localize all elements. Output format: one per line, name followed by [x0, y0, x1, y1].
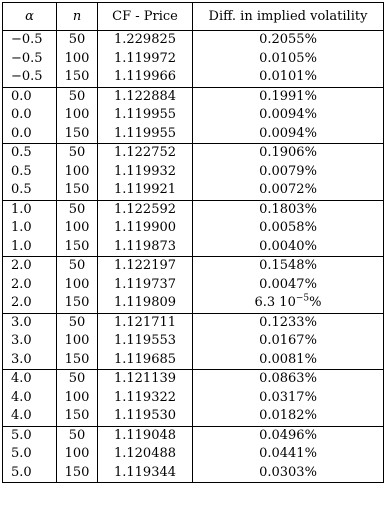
cell-alpha: 4.0 — [3, 407, 57, 426]
cell-n: 150 — [57, 125, 98, 144]
cell-n: 150 — [57, 68, 98, 87]
cell-alpha: 0.5 — [3, 163, 57, 182]
cell-cf-price: 1.122752 — [98, 144, 193, 163]
cell-cf-price: 1.119955 — [98, 106, 193, 125]
cell-alpha: 3.0 — [3, 313, 57, 332]
cell-diff-implied-volatility: 0.0496% — [193, 426, 384, 445]
cell-alpha: −0.5 — [3, 50, 57, 69]
cell-cf-price: 1.119900 — [98, 219, 193, 238]
cell-cf-price: 1.122592 — [98, 200, 193, 219]
cell-n: 100 — [57, 163, 98, 182]
header-alpha: α — [3, 3, 57, 31]
cell-cf-price: 1.119344 — [98, 464, 193, 483]
cell-diff-implied-volatility: 0.0863% — [193, 370, 384, 389]
cell-diff-implied-volatility: 0.0094% — [193, 106, 384, 125]
cell-cf-price: 1.119685 — [98, 351, 193, 370]
cell-alpha: 1.0 — [3, 219, 57, 238]
cell-diff-implied-volatility: 0.0081% — [193, 351, 384, 370]
table-header — [3, 3, 384, 31]
cell-cf-price: 1.229825 — [98, 31, 193, 50]
table-row — [3, 50, 384, 69]
table-row — [3, 219, 384, 238]
cell-diff-implied-volatility: 0.0182% — [193, 407, 384, 426]
cell-cf-price: 1.119966 — [98, 68, 193, 87]
table-row — [3, 68, 384, 87]
cell-alpha: 2.0 — [3, 294, 57, 313]
cell-diff-implied-volatility: 0.0101% — [193, 68, 384, 87]
cell-n: 50 — [57, 426, 98, 445]
cell-alpha: 4.0 — [3, 389, 57, 408]
cell-alpha: 3.0 — [3, 351, 57, 370]
cell-n: 150 — [57, 464, 98, 483]
cell-n: 100 — [57, 332, 98, 351]
cell-n: 50 — [57, 31, 98, 50]
table-row — [3, 181, 384, 200]
table-row — [3, 445, 384, 464]
cell-diff-implied-volatility: 0.1803% — [193, 200, 384, 219]
cell-diff-implied-volatility: 0.0047% — [193, 276, 384, 295]
cell-alpha: 1.0 — [3, 238, 57, 257]
cell-n: 100 — [57, 445, 98, 464]
table-body — [3, 31, 384, 483]
cell-cf-price: 1.119553 — [98, 332, 193, 351]
cell-alpha: 0.0 — [3, 106, 57, 125]
cell-n: 50 — [57, 257, 98, 276]
cell-cf-price: 1.119955 — [98, 125, 193, 144]
table-row — [3, 144, 384, 163]
cell-alpha: 5.0 — [3, 445, 57, 464]
cell-cf-price: 1.119873 — [98, 238, 193, 257]
cell-n: 100 — [57, 276, 98, 295]
cell-cf-price: 1.119972 — [98, 50, 193, 69]
table-row — [3, 106, 384, 125]
cell-n: 50 — [57, 144, 98, 163]
cell-n: 50 — [57, 370, 98, 389]
cell-diff-implied-volatility: 0.1906% — [193, 144, 384, 163]
cell-alpha: 0.0 — [3, 87, 57, 106]
cell-alpha: 5.0 — [3, 426, 57, 445]
table-row — [3, 125, 384, 144]
cell-cf-price: 1.122197 — [98, 257, 193, 276]
diff-exponent: −5 — [295, 293, 310, 304]
cell-diff-implied-volatility: 0.0072% — [193, 181, 384, 200]
table-row — [3, 163, 384, 182]
cell-diff-implied-volatility: 0.0167% — [193, 332, 384, 351]
table-row — [3, 257, 384, 276]
table-row — [3, 87, 384, 106]
cell-n: 100 — [57, 219, 98, 238]
diff-suffix: % — [309, 295, 322, 311]
cell-alpha: 1.0 — [3, 200, 57, 219]
cell-alpha: 0.5 — [3, 181, 57, 200]
header-n: n — [57, 3, 98, 31]
cell-n: 50 — [57, 87, 98, 106]
table-row — [3, 389, 384, 408]
cell-diff-implied-volatility: 0.0058% — [193, 219, 384, 238]
cell-cf-price: 1.121139 — [98, 370, 193, 389]
results-table — [2, 2, 384, 483]
cell-cf-price: 1.119921 — [98, 181, 193, 200]
cell-alpha: 2.0 — [3, 276, 57, 295]
cell-n: 150 — [57, 181, 98, 200]
cell-diff-implied-volatility: 0.1548% — [193, 257, 384, 276]
cell-cf-price: 1.119737 — [98, 276, 193, 295]
table-row — [3, 276, 384, 295]
cell-alpha: −0.5 — [3, 68, 57, 87]
cell-n: 150 — [57, 351, 98, 370]
header-row — [3, 3, 384, 31]
cell-n: 100 — [57, 106, 98, 125]
table-row — [3, 238, 384, 257]
header-diff-implied-volatility: Diff. in implied volatility — [193, 3, 384, 31]
table-row — [3, 313, 384, 332]
cell-diff-implied-volatility: 0.0094% — [193, 125, 384, 144]
table-row — [3, 370, 384, 389]
cell-alpha: 0.5 — [3, 144, 57, 163]
table-row — [3, 464, 384, 483]
cell-n: 100 — [57, 389, 98, 408]
cell-alpha: 5.0 — [3, 464, 57, 483]
cell-n: 150 — [57, 238, 98, 257]
cell-diff-implied-volatility: 0.0040% — [193, 238, 384, 257]
cell-cf-price: 1.120488 — [98, 445, 193, 464]
table-row — [3, 200, 384, 219]
table-row — [3, 407, 384, 426]
cell-n: 50 — [57, 313, 98, 332]
cell-diff-implied-volatility: 0.0441% — [193, 445, 384, 464]
cell-n: 50 — [57, 200, 98, 219]
cell-diff-implied-volatility: 0.0303% — [193, 464, 384, 483]
cell-diff-implied-volatility: 0.0079% — [193, 163, 384, 182]
cell-cf-price: 1.121711 — [98, 313, 193, 332]
cell-diff-implied-volatility: 0.0317% — [193, 389, 384, 408]
cell-diff-implied-volatility: 0.0105% — [193, 50, 384, 69]
cell-diff-implied-volatility: 0.2055% — [193, 31, 384, 50]
cell-cf-price: 1.119932 — [98, 163, 193, 182]
cell-diff-implied-volatility — [193, 294, 384, 313]
cell-alpha: 4.0 — [3, 370, 57, 389]
cell-alpha: −0.5 — [3, 31, 57, 50]
cell-cf-price: 1.119322 — [98, 389, 193, 408]
cell-alpha: 2.0 — [3, 257, 57, 276]
diff-mantissa: 6.3 10 — [254, 295, 296, 311]
cell-diff-implied-volatility: 0.1233% — [193, 313, 384, 332]
cell-cf-price: 1.119809 — [98, 294, 193, 313]
table-row — [3, 351, 384, 370]
table-row — [3, 332, 384, 351]
table-row — [3, 31, 384, 50]
cell-n: 100 — [57, 50, 98, 69]
cell-alpha: 0.0 — [3, 125, 57, 144]
table-row — [3, 294, 384, 313]
table-row — [3, 426, 384, 445]
cell-diff-implied-volatility: 0.1991% — [193, 87, 384, 106]
cell-cf-price: 1.119048 — [98, 426, 193, 445]
cell-alpha: 3.0 — [3, 332, 57, 351]
header-cf-price: CF - Price — [98, 3, 193, 31]
cell-n: 150 — [57, 294, 98, 313]
cell-cf-price: 1.119530 — [98, 407, 193, 426]
cell-cf-price: 1.122884 — [98, 87, 193, 106]
cell-n: 150 — [57, 407, 98, 426]
